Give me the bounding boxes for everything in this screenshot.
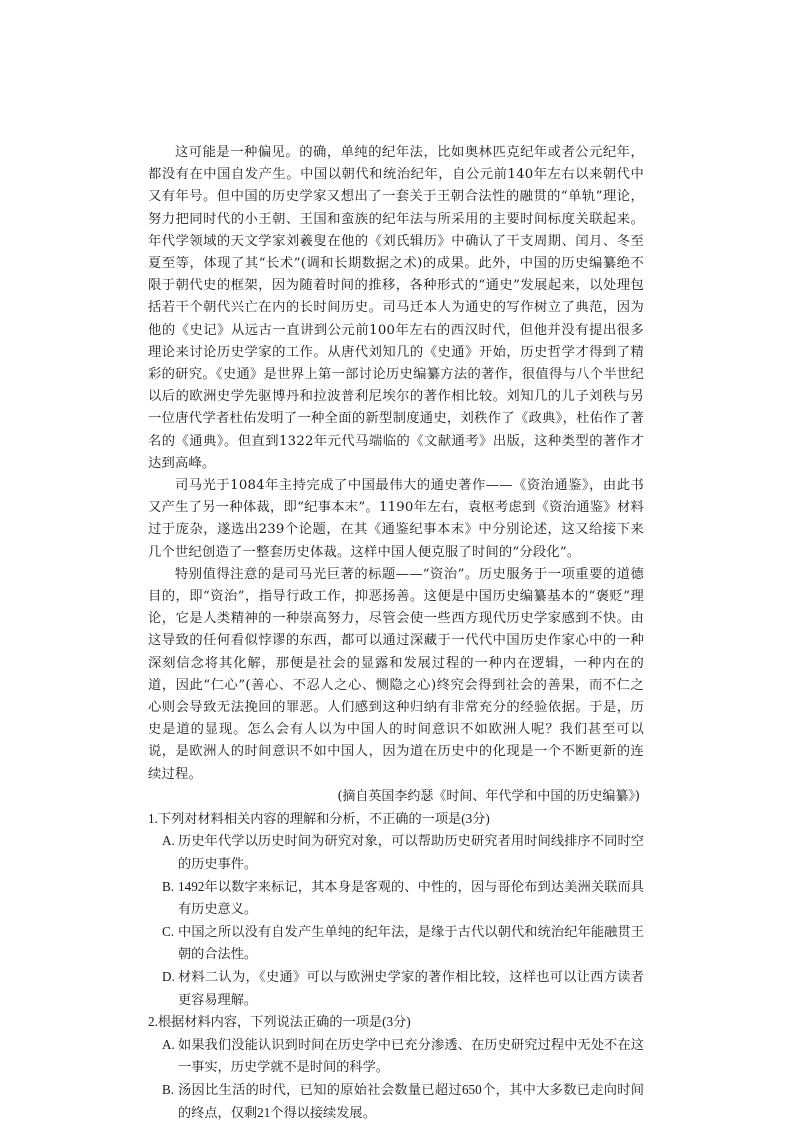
option-letter: B. <box>162 1082 175 1098</box>
option-b <box>148 876 644 921</box>
option-a <box>148 1034 644 1079</box>
option-text: 中国之所以没有自发产生单纯的纪年法，是缘于古代以朝代和统治纪年能融贯王朝的合法性。 <box>178 923 644 962</box>
option-text: 历史年代学以历史时间为研究对象，可以帮助历史研究者用时间线排序不同时空的历史事件。 <box>178 833 644 872</box>
option-text: 1492年以数字来标记，其本身是客观的、中性的，因与哥伦布到达美洲关联而具有历史意义。 <box>178 878 644 917</box>
option-letter: A. <box>162 1036 175 1052</box>
option-letter: A. <box>162 833 175 849</box>
option-text: 材料二认为，《史通》可以与欧洲史学家的著作相比较，这样也可以让西方读者更容易理解。 <box>178 969 644 1007</box>
question-stem: 1.下列对材料相关内容的理解和分析，不正确的一项是(3分) <box>148 810 490 826</box>
option-letter: D. <box>162 969 175 985</box>
option-a <box>148 830 644 875</box>
passage-source: (摘自英国李约瑟《时间、年代学和中国的历史编纂》) <box>337 788 640 804</box>
option-b <box>148 1079 644 1124</box>
question-2 <box>148 1011 644 1124</box>
option-c <box>148 921 644 966</box>
document-page <box>148 142 644 1124</box>
option-text: 汤因比生活的时代，已知的原始社会数量已超过650个，其中大多数已走向时间的终点，仅剩21个得以接续发展。 <box>178 1082 644 1120</box>
passage-paragraph-2: 司马光于1084年主持完成了中国最伟大的通史著作——《资治通鉴》，由此书又产生了另一种体裁，即“纪事本末”。1190年左右，袁枢考虑到《资治通鉴》材料过于庞杂，遂选出239个论题，在其《通鉴纪事本末》中分别论述，这又给接下来几个世纪创造了一整套历史体裁。这样中国人便克服了时间的“分段化”。 <box>148 478 644 560</box>
passage-paragraph-1: 这可能是一种偏见。的确，单纯的纪年法，比如奥林匹克纪年或者公元纪年，都没有在中国自发产生。中国以朝代和统治纪年，自公元前140年左右以来朝代中又有年号。但中国的历史学家又想出了一套关于王朝合法性的融贯的“单轨”理论，努力把同时代的小王朝、王国和蛮族的纪年法与所采用的主要时间标度关联起来。年代学领域的天文学家刘羲叟在他的《刘氏辑历》中确认了干支周期、闰月、冬至夏至等，体现了其“长术”(调和长期数据之术)的成果。此外，中国的历史编纂绝不限于朝代史的框架，因为随着时间的推移，各种形式的“通史”发展起来，以处理包括若干个朝代兴亡在内的长时间历史。司马迁本人为通史的写作树立了典范，因为他的《史记》从远古一直讲到公元前100年左右的西汉时代，但他并没有提出很多理论来讨论历史学家的工作。从唐代刘知几的《史通》开始，历史哲学才得到了精彩的研究。《史通》是世界上第一部讨论历史编纂方法的著作，很值得与八个半世纪以后的欧洲史学先驱博丹和拉波普利尼埃尔的著作相比较。刘知几的儿子刘秩与另一位唐代学者杜佑发明了一种全面的新型制度通史，刘秩作了《政典》，杜佑作了著名的《通典》。但直到1322年元代马端临的《文献通考》出版，这种类型的著作才达到高峰。 <box>148 145 644 471</box>
passage-paragraph-3: 特别值得注意的是司马光巨著的标题——“资治”。历史服务于一项重要的道德目的，即“资治”，指导行政工作，抑恶扬善。这便是中国历史编纂基本的“褒贬”理论，它是人类精神的一种崇高努力，尽管会使一些西方现代历史学家感到不快。由这导致的任何看似悖谬的东西，都可以通过深藏于一代代中国历史作家心中的一种深刻信念将其化解，那便是社会的显露和发展过程的一种内在逻辑，一种内在的道，因此“仁心”(善心、不忍人之心、恻隐之心)终究会得到社会的善果，而不仁之心则会导致无法挽回的罪恶。人们感到这种归纳有非常充分的经验依据。于是，历史是道的显现。怎么会有人以为中国人的时间意识不如欧洲人呢？我们甚至可以说，是欧洲人的时间意识不如中国人，因为道在历史中的化现是一个不断更新的连续过程。 <box>148 566 644 782</box>
question-stem: 2.根据材料内容，下列说法正确的一项是(3分) <box>148 1014 411 1030</box>
option-letter: B. <box>162 878 175 894</box>
option-text: 如果我们没能认识到时间在历史学中已充分渗透、在历史研究过程中无处不在这一事实，历史学就不是时间的科学。 <box>178 1036 644 1075</box>
question-1 <box>148 808 644 1011</box>
option-d <box>148 966 644 1011</box>
option-letter: C. <box>162 923 175 939</box>
